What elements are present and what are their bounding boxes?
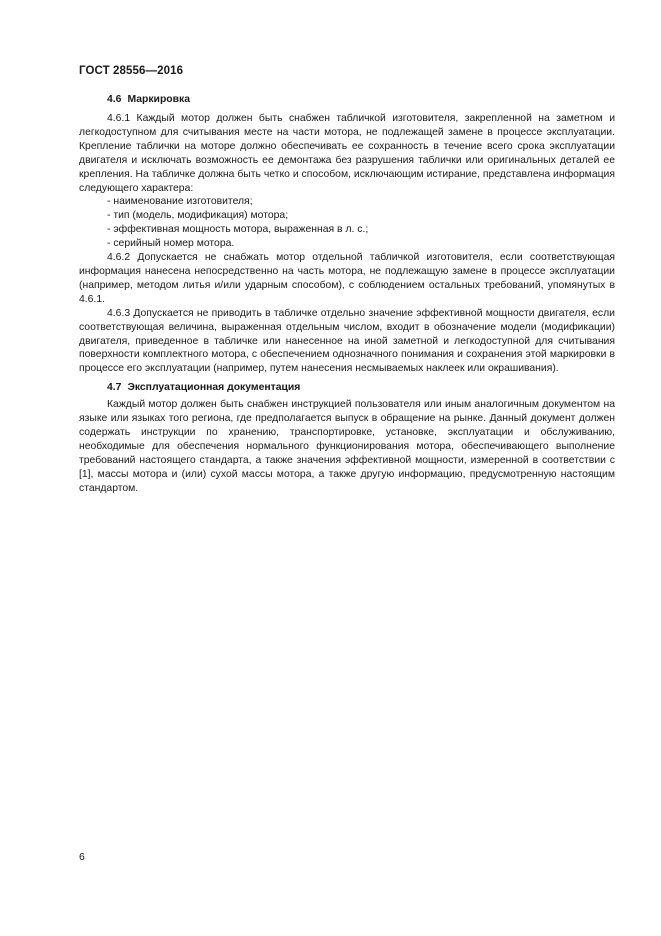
clause-4-6-3: 4.6.3 Допускается не приводить в табличке отдельно значение эффективной мощности двигателя, если соответствующая величина, выраженная отдельным числом, входит в обозначение модели (модификации) двигателя, приведенное в табличке или нанесенное на иной заметной и легкодоступной для считывания поверхности комплектного мотора, с обеспечением однозначного понимания и сохранения этой маркировки в процессе его эксплуатации (например, путем нанесения несмываемых наклеек или окрашивания). xyxy=(79,307,615,375)
clause-4-6-2: 4.6.2 Допускается не снабжать мотор отдельной табличкой изготовителя, если соответствующая информация нанесена непосредственно на часть мотора, не подлежащую замене в процессе эксплуатации (например, методом литья и/или ударным способом), с соблюдением остальных требований, упомянутых в 4.6.1. xyxy=(79,252,615,305)
list-item: - эффективная мощность мотора, выраженная в л. с.; xyxy=(107,224,369,236)
page-number: 6 xyxy=(79,852,85,863)
section-4-6-heading xyxy=(79,93,615,107)
section-4-6-number: 4.6 xyxy=(107,94,122,105)
clause-4-6-1: 4.6.1 Каждый мотор должен быть снабжен табличкой изготовителя, закрепленной на заметном и легкодоступном для считывания месте на части мотора, не подлежащей замене в процессе эксплуатации. Крепление таблички на моторе должно обеспечивать ее сохранность в течение всего срока эксплуатации двигателя и исключать возможность ее демонтажа без разрушения таблички или оригинальных деталей ее крепления. На табличке должна быть четко и способом, исключающим истирание, представлена информация следующего характера: xyxy=(79,113,615,194)
section-4-7-title: Эксплуатационная документация xyxy=(127,382,301,394)
section-4-7-heading xyxy=(79,381,615,395)
document-body xyxy=(79,93,615,496)
list-item: - серийный номер мотора. xyxy=(107,238,235,250)
clause-4-7-text: Каждый мотор должен быть снабжен инструкцией пользователя или иным аналогичным документом на языке или языках того региона, где предполагается выпуск в обращение на рынке. Данный документ должен содержать инструкции по хранению, транспортировке, установке, эксплуатации и обслуживанию, необходимые для обеспечения нормального функционирования мотора, обеспечивающего выполнение требований настоящего стандарта, а также значения эффективной мощности, измеренной в соответствии с [1], массы мотора и (или) сухой массы мотора, а также другую информацию, предусмотренную настоящим стандартом. xyxy=(79,399,615,494)
list-item: - тип (модель, модификация) мотора; xyxy=(107,210,289,222)
standard-designation: ГОСТ 28556—2016 xyxy=(79,65,184,77)
list-item: - наименование изготовителя; xyxy=(107,196,253,208)
section-4-6-title: Маркировка xyxy=(127,94,191,105)
section-4-7-number: 4.7 xyxy=(107,382,122,394)
